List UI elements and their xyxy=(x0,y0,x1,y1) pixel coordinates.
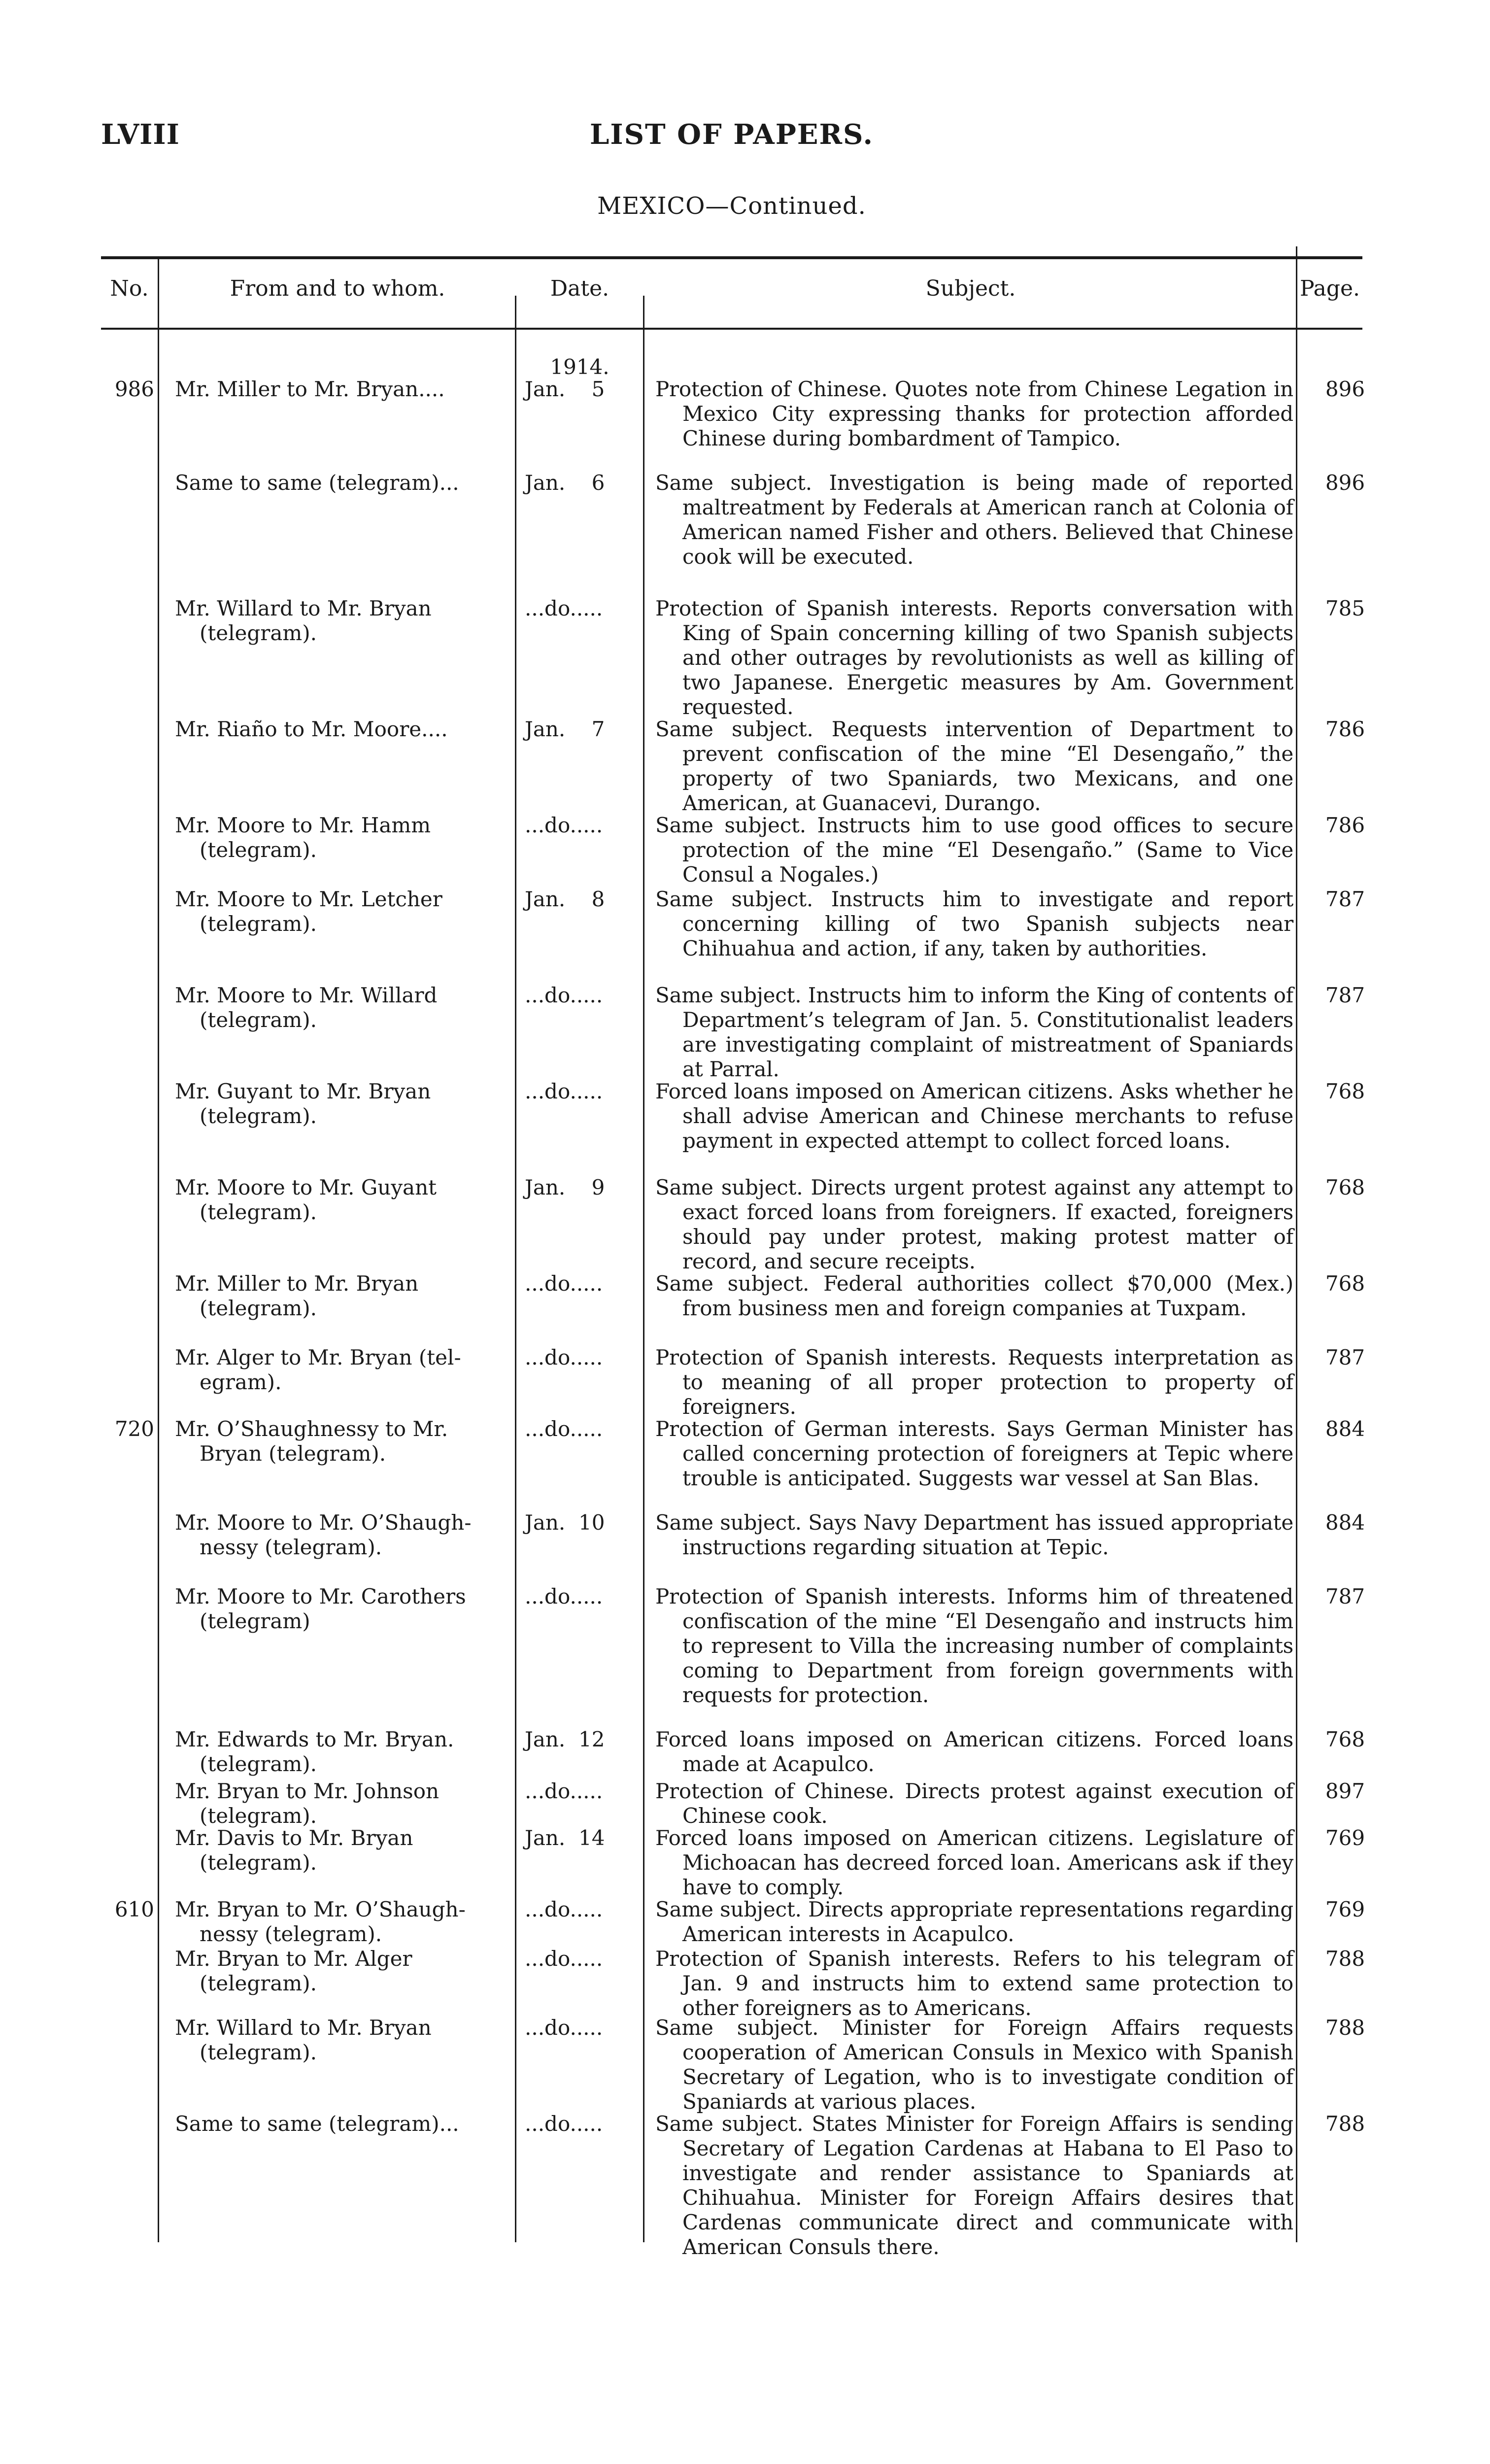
entry-number: 610 xyxy=(114,1897,154,1921)
date-cell: ...do..... xyxy=(525,2112,603,2136)
page-number: LVIII xyxy=(101,118,180,151)
date-cell: Jan. 8 xyxy=(525,887,605,911)
from-to-continuation: (telegram). xyxy=(200,1850,317,1875)
section-title: MEXICO—Continued. xyxy=(597,192,866,220)
subject-cell: Protection of Chinese. Quotes note from Chinese Legation in Mexico City expressing thanks for protection afforded Chinese during bombardment of Tampico. xyxy=(655,377,1293,450)
from-to-text: Mr. Moore to Mr. O’Shaugh- xyxy=(175,1510,472,1535)
page-cell: 769 xyxy=(1325,1897,1365,1921)
from-to-text: Mr. Davis to Mr. Bryan xyxy=(175,1826,413,1850)
date-cell: Jan. 10 xyxy=(525,1510,605,1535)
from-to-continuation: (telegram). xyxy=(200,621,317,645)
date-cell: ...do..... xyxy=(525,1271,603,1296)
from-to-continuation: (telegram). xyxy=(200,1296,317,1320)
from-to-text: Mr. Moore to Mr. Hamm xyxy=(175,813,431,837)
column-divider xyxy=(1296,246,1297,2242)
date-cell: ...do..... xyxy=(525,2016,603,2040)
page-cell: 787 xyxy=(1325,983,1365,1007)
from-to-text: Mr. Moore to Mr. Willard xyxy=(175,983,438,1007)
subject-cell: Same subject. Investigation is being made of reported maltreatment by Federals at American ranch at Colonia of American named Fisher and others. Believed that Chinese cook will be executed. xyxy=(655,471,1293,569)
from-to-text: Mr. Riaño to Mr. Moore.... xyxy=(175,717,448,741)
from-to-continuation: (telegram). xyxy=(200,1200,317,1224)
from-to-continuation: (telegram). xyxy=(200,1804,317,1828)
page-cell: 769 xyxy=(1325,1826,1365,1850)
year-label: 1914. xyxy=(550,355,610,379)
column-header-from-to: From and to whom. xyxy=(230,276,445,301)
date-cell: ...do..... xyxy=(525,1897,603,1921)
from-to-continuation: (telegram). xyxy=(200,838,317,862)
from-to-text: Mr. Moore to Mr. Guyant xyxy=(175,1175,437,1199)
subject-cell: Same subject. Directs appropriate representations regarding American interests in Acapulco. xyxy=(655,1897,1293,1946)
table-top-rule xyxy=(101,256,1362,259)
from-to-text: Mr. Edwards to Mr. Bryan. xyxy=(175,1727,454,1751)
subject-cell: Same subject. Federal authorities collect $70,000 (Mex.) from business men and foreign companies at Tuxpam. xyxy=(655,1271,1293,1320)
date-cell: ...do..... xyxy=(525,1417,603,1441)
from-to-text: Mr. Moore to Mr. Carothers xyxy=(175,1584,466,1608)
page-cell: 897 xyxy=(1325,1779,1365,1803)
column-header-page: Page. xyxy=(1299,276,1360,301)
page-cell: 884 xyxy=(1325,1417,1365,1441)
from-to-continuation: nessy (telegram). xyxy=(200,1922,382,1946)
table-header-rule xyxy=(101,328,1362,330)
date-cell: ...do..... xyxy=(525,1947,603,1971)
from-to-text: Mr. Miller to Mr. Bryan xyxy=(175,1271,419,1296)
date-cell: Jan. 14 xyxy=(525,1826,605,1850)
from-to-continuation: Bryan (telegram). xyxy=(200,1441,386,1466)
page-cell: 768 xyxy=(1325,1175,1365,1199)
subject-cell: Protection of Spanish interests. Requests interpretation as to meaning of all proper protection to property of foreigners. xyxy=(655,1345,1293,1419)
subject-cell: Same subject. Says Navy Department has issued appropriate instructions regarding situation at Tepic. xyxy=(655,1510,1293,1559)
page-cell: 785 xyxy=(1325,596,1365,620)
page-cell: 786 xyxy=(1325,813,1365,837)
subject-cell: Same subject. Instructs him to inform the King of contents of Department’s telegram of Jan. 5. Constitutionalist leaders are investigating complaint of mistreatment of Spaniards at Parral. xyxy=(655,983,1293,1081)
from-to-continuation: (telegram). xyxy=(200,1104,317,1128)
subject-cell: Same subject. Minister for Foreign Affairs requests cooperation of American Consuls in Mexico with Spanish Secretary of Legation, who is to investigate condition of Spaniards at various places. xyxy=(655,2016,1293,2114)
column-header-no: No. xyxy=(110,276,149,301)
date-cell: ...do..... xyxy=(525,1079,603,1103)
entry-number: 720 xyxy=(114,1417,154,1441)
date-cell: ...do..... xyxy=(525,983,603,1007)
from-to-text: Same to same (telegram)... xyxy=(175,2112,459,2136)
page-header xyxy=(101,118,1362,163)
from-to-continuation: (telegram). xyxy=(200,1008,317,1032)
from-to-continuation: (telegram). xyxy=(200,912,317,936)
page-cell: 788 xyxy=(1325,2112,1365,2136)
date-cell: ...do..... xyxy=(525,1345,603,1369)
date-cell: ...do..... xyxy=(525,813,603,837)
date-cell: Jan. 5 xyxy=(525,377,605,401)
page-title: LIST OF PAPERS. xyxy=(590,118,874,151)
from-to-continuation: (telegram). xyxy=(200,1752,317,1776)
from-to-text: Mr. O’Shaughnessy to Mr. xyxy=(175,1417,448,1441)
column-divider xyxy=(643,296,644,2242)
page-cell: 884 xyxy=(1325,1510,1365,1535)
from-to-text: Mr. Bryan to Mr. O’Shaugh- xyxy=(175,1897,466,1921)
page-cell: 788 xyxy=(1325,1947,1365,1971)
subject-cell: Forced loans imposed on American citizens. Legislature of Michoacan has decreed forced loan. Americans ask if they have to comply. xyxy=(655,1826,1293,1899)
page-cell: 768 xyxy=(1325,1727,1365,1751)
page-cell: 768 xyxy=(1325,1271,1365,1296)
subject-cell: Protection of Spanish interests. Refers to his telegram of Jan. 9 and instructs him to extend same protection to other foreigners as to Americans. xyxy=(655,1947,1293,2020)
subject-cell: Same subject. States Minister for Foreign Affairs is sending Secretary of Legation Cardenas at Habana to El Paso to investigate and render assistance to Spaniards at Chihuahua. Minister for Foreign Affairs desires that Cardenas communicate direct and communicate with American Consuls there. xyxy=(655,2112,1293,2259)
date-cell: ...do..... xyxy=(525,1584,603,1608)
entry-number: 986 xyxy=(114,377,154,401)
subject-cell: Protection of Spanish interests. Informs him of threatened confiscation of the mine “El Desengaño and instructs him to represent to Villa the increasing number of complaints coming to Department from foreign governments with requests for protection. xyxy=(655,1584,1293,1707)
date-cell: Jan. 9 xyxy=(525,1175,605,1199)
subject-cell: Protection of German interests. Says German Minister has called concerning protection of foreigners at Tepic where trouble is anticipated. Suggests war vessel at San Blas. xyxy=(655,1417,1293,1490)
column-header-subject: Subject. xyxy=(925,276,1016,301)
subject-cell: Protection of Spanish interests. Reports conversation with King of Spain concerning killing of two Spanish subjects and other outrages by revolutionists as well as killing of two Japanese. Energetic measures by Am. Government requested. xyxy=(655,596,1293,719)
from-to-text: Mr. Miller to Mr. Bryan.... xyxy=(175,377,445,401)
subject-cell: Same subject. Directs urgent protest against any attempt to exact forced loans from foreigners. If exacted, foreigners should pay under protest, making protest matter of record, and secure receipts. xyxy=(655,1175,1293,1273)
subject-cell: Same subject. Requests intervention of Department to prevent confiscation of the mine “El Desengaño,” the property of two Spaniards, two Mexicans, and one American, at Guanacevi, Durango. xyxy=(655,717,1293,815)
from-to-text: Mr. Alger to Mr. Bryan (tel- xyxy=(175,1345,461,1369)
page-cell: 786 xyxy=(1325,717,1365,741)
from-to-continuation: nessy (telegram). xyxy=(200,1535,382,1559)
from-to-text: Mr. Guyant to Mr. Bryan xyxy=(175,1079,431,1103)
from-to-text: Mr. Willard to Mr. Bryan xyxy=(175,596,432,620)
subject-cell: Same subject. Instructs him to use good offices to secure protection of the mine “El Desengaño.” (Same to Vice Consul a Nogales.) xyxy=(655,813,1293,887)
from-to-text: Same to same (telegram)... xyxy=(175,471,459,495)
from-to-text: Mr. Bryan to Mr. Johnson xyxy=(175,1779,440,1803)
subject-cell: Same subject. Instructs him to investigate and report concerning killing of two Spanish subjects near Chihuahua and action, if any, taken by authorities. xyxy=(655,887,1293,960)
column-header-date: Date. xyxy=(550,276,610,301)
from-to-text: Mr. Moore to Mr. Letcher xyxy=(175,887,442,911)
page-cell: 787 xyxy=(1325,887,1365,911)
date-cell: Jan. 12 xyxy=(525,1727,605,1751)
page-cell: 787 xyxy=(1325,1345,1365,1369)
subject-cell: Forced loans imposed on American citizens. Asks whether he shall advise American and Chinese merchants to refuse payment in expected attempt to collect forced loans. xyxy=(655,1079,1293,1153)
date-cell: Jan. 7 xyxy=(525,717,605,741)
subject-cell: Protection of Chinese. Directs protest against execution of Chinese cook. xyxy=(655,1779,1293,1828)
from-to-text: Mr. Bryan to Mr. Alger xyxy=(175,1947,412,1971)
page-cell: 896 xyxy=(1325,471,1365,495)
from-to-continuation: (telegram) xyxy=(200,1609,310,1633)
from-to-continuation: egram). xyxy=(200,1370,282,1394)
date-cell: ...do..... xyxy=(525,1779,603,1803)
column-divider xyxy=(158,256,159,2242)
date-cell: ...do..... xyxy=(525,596,603,620)
page-cell: 787 xyxy=(1325,1584,1365,1608)
from-to-continuation: (telegram). xyxy=(200,2040,317,2064)
from-to-continuation: (telegram). xyxy=(200,1971,317,1995)
page-cell: 788 xyxy=(1325,2016,1365,2040)
date-cell: Jan. 6 xyxy=(525,471,605,495)
subject-cell: Forced loans imposed on American citizens. Forced loans made at Acapulco. xyxy=(655,1727,1293,1776)
page-cell: 896 xyxy=(1325,377,1365,401)
page-cell: 768 xyxy=(1325,1079,1365,1103)
from-to-text: Mr. Willard to Mr. Bryan xyxy=(175,2016,432,2040)
